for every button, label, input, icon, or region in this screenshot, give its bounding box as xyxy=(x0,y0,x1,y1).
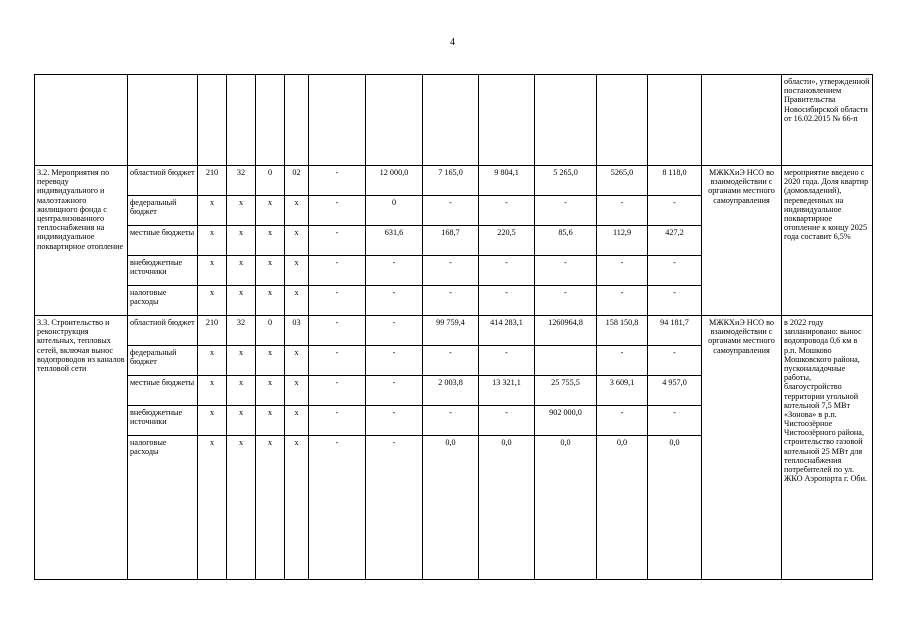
empty-cell xyxy=(198,75,227,166)
value-cell: - xyxy=(423,346,479,376)
code-cell: х xyxy=(285,256,309,286)
value-cell: - xyxy=(309,376,366,406)
code-cell: х xyxy=(227,406,256,436)
value-cell: - xyxy=(309,166,366,196)
value-cell: 220,5 xyxy=(479,226,535,256)
funding-source: областной бюджет xyxy=(128,166,198,196)
value-cell: - xyxy=(366,376,423,406)
value-cell: 8 118,0 xyxy=(648,166,702,196)
code-cell: 210 xyxy=(198,166,227,196)
value-cell: - xyxy=(366,436,423,580)
empty-cell xyxy=(479,75,535,166)
value-cell: - xyxy=(648,346,702,376)
value-cell: - xyxy=(597,256,648,286)
empty-cell xyxy=(35,75,128,166)
code-cell: х xyxy=(285,376,309,406)
value-cell: 99 759,4 xyxy=(423,316,479,346)
value-cell: 0,0 xyxy=(479,436,535,580)
empty-cell xyxy=(285,75,309,166)
table-row xyxy=(35,75,873,166)
value-cell: 902 000,0 xyxy=(535,406,597,436)
funding-source: федеральный бюджет xyxy=(128,346,198,376)
code-cell: х xyxy=(256,436,285,580)
empty-cell xyxy=(366,75,423,166)
code-cell: х xyxy=(256,226,285,256)
value-cell: - xyxy=(479,286,535,316)
value-cell: - xyxy=(423,196,479,226)
value-cell: - xyxy=(309,346,366,376)
code-cell: х xyxy=(256,196,285,226)
value-cell: 3 609,1 xyxy=(597,376,648,406)
value-cell: 0 xyxy=(366,196,423,226)
value-cell: - xyxy=(366,406,423,436)
measure-title: 3.3. Строительство и реконструкция котельных, тепловых сетей, включая вынос водопроводов из каналов тепловой сети xyxy=(35,316,128,580)
program-table xyxy=(34,74,873,580)
code-cell: х xyxy=(285,286,309,316)
code-cell: х xyxy=(227,196,256,226)
funding-source: налоговые расходы xyxy=(128,436,198,580)
value-cell: - xyxy=(309,196,366,226)
empty-cell xyxy=(227,75,256,166)
value-cell: - xyxy=(479,406,535,436)
value-cell: 0,0 xyxy=(535,436,597,580)
value-cell: - xyxy=(423,406,479,436)
code-cell: х xyxy=(285,196,309,226)
code-cell: х xyxy=(256,346,285,376)
code-cell: х xyxy=(227,346,256,376)
table-row xyxy=(35,316,873,346)
code-cell: х xyxy=(227,256,256,286)
table-row xyxy=(35,166,873,196)
code-cell: х xyxy=(285,436,309,580)
funding-source: налоговые расходы xyxy=(128,286,198,316)
value-cell: 427,2 xyxy=(648,226,702,256)
value-cell: - xyxy=(479,196,535,226)
value-cell: 9 804,1 xyxy=(479,166,535,196)
code-cell: х xyxy=(256,406,285,436)
value-cell: - xyxy=(479,256,535,286)
value-cell: - xyxy=(597,196,648,226)
empty-cell xyxy=(702,75,782,166)
code-cell: 03 xyxy=(285,316,309,346)
value-cell: - xyxy=(535,196,597,226)
value-cell: 158 150,8 xyxy=(597,316,648,346)
note-cell: мероприятие введено с 2020 года. Доля квартир (домовладений), переведенных на индивидуальное поквартирное отопление к концу 2025 года составит 6,5% xyxy=(782,166,873,316)
value-cell: - xyxy=(535,256,597,286)
value-cell: - xyxy=(648,406,702,436)
value-cell: 168,7 xyxy=(423,226,479,256)
note-cell: области», утвержденной постановлением Правительства Новосибирской области от 16.02.2015 № 66-п xyxy=(782,75,873,166)
code-cell: 32 xyxy=(227,316,256,346)
value-cell: - xyxy=(423,286,479,316)
value-cell: 1260964,8 xyxy=(535,316,597,346)
code-cell: 02 xyxy=(285,166,309,196)
value-cell: 0,0 xyxy=(648,436,702,580)
code-cell: х xyxy=(256,376,285,406)
empty-cell xyxy=(256,75,285,166)
value-cell: - xyxy=(597,406,648,436)
code-cell: 0 xyxy=(256,316,285,346)
code-cell: х xyxy=(198,226,227,256)
value-cell: 12 000,0 xyxy=(366,166,423,196)
value-cell: 13 321,1 xyxy=(479,376,535,406)
value-cell: - xyxy=(648,256,702,286)
code-cell: х xyxy=(198,436,227,580)
empty-cell xyxy=(309,75,366,166)
code-cell: х xyxy=(256,286,285,316)
empty-cell xyxy=(535,75,597,166)
value-cell: - xyxy=(597,346,648,376)
code-cell: х xyxy=(198,196,227,226)
funding-source: внебюджетные источники xyxy=(128,256,198,286)
code-cell: х xyxy=(285,406,309,436)
note-cell: в 2022 году запланировано: вынос водопровода 0,6 км в р.п. Мошково Мошковского района, пусконаладочные работы, благоустройство территории угольной котельной 7,5 МВт «Зонова» в р.п. Чистоозёрное Чистоозёрного района, строительство газовой котельной 25 МВт для теплоснабжения потребителей по ул. ЖКО Аэропорта г. Оби. xyxy=(782,316,873,580)
code-cell: х xyxy=(227,436,256,580)
value-cell: - xyxy=(309,406,366,436)
value-cell: 2 003,8 xyxy=(423,376,479,406)
value-cell: - xyxy=(309,286,366,316)
empty-cell xyxy=(648,75,702,166)
value-cell: - xyxy=(423,256,479,286)
value-cell xyxy=(535,346,597,376)
value-cell: - xyxy=(597,286,648,316)
value-cell: 5265,0 xyxy=(597,166,648,196)
value-cell: 4 957,0 xyxy=(648,376,702,406)
value-cell: - xyxy=(309,316,366,346)
page-number: 4 xyxy=(450,37,455,48)
code-cell: х xyxy=(227,286,256,316)
code-cell: х xyxy=(285,346,309,376)
executor-cell: МЖКХиЭ НСО во взаимодействии с органами местного самоуправления xyxy=(702,316,782,580)
value-cell: - xyxy=(366,286,423,316)
value-cell: 94 181,7 xyxy=(648,316,702,346)
value-cell: 7 165,0 xyxy=(423,166,479,196)
measure-title: 3.2. Мероприятия по переводу индивидуального и малоэтажного жилищного фонда с централизованного теплоснабжения на индивидуальное поквартирное отопление xyxy=(35,166,128,316)
value-cell: - xyxy=(309,256,366,286)
funding-source: федеральный бюджет xyxy=(128,196,198,226)
value-cell: 0,0 xyxy=(597,436,648,580)
funding-source: внебюджетные источники xyxy=(128,406,198,436)
value-cell: 25 755,5 xyxy=(535,376,597,406)
code-cell: х xyxy=(256,256,285,286)
empty-cell xyxy=(423,75,479,166)
value-cell: 5 265,0 xyxy=(535,166,597,196)
value-cell: - xyxy=(648,286,702,316)
code-cell: 210 xyxy=(198,316,227,346)
value-cell: 85,6 xyxy=(535,226,597,256)
funding-source: областной бюджет xyxy=(128,316,198,346)
code-cell: х xyxy=(198,376,227,406)
value-cell: - xyxy=(648,196,702,226)
value-cell: 631,6 xyxy=(366,226,423,256)
empty-cell xyxy=(128,75,198,166)
executor-cell: МЖКХиЭ НСО во взаимодействии с органами местного самоуправления xyxy=(702,166,782,316)
value-cell: 0,0 xyxy=(423,436,479,580)
value-cell: - xyxy=(535,286,597,316)
code-cell: х xyxy=(198,406,227,436)
value-cell: 414 283,1 xyxy=(479,316,535,346)
code-cell: х xyxy=(198,286,227,316)
code-cell: х xyxy=(198,256,227,286)
value-cell: - xyxy=(479,346,535,376)
empty-cell xyxy=(597,75,648,166)
funding-source: местные бюджеты xyxy=(128,376,198,406)
code-cell: 32 xyxy=(227,166,256,196)
code-cell: х xyxy=(198,346,227,376)
value-cell: - xyxy=(309,436,366,580)
funding-source: местные бюджеты xyxy=(128,226,198,256)
value-cell: - xyxy=(366,316,423,346)
value-cell: - xyxy=(309,226,366,256)
value-cell: - xyxy=(366,346,423,376)
code-cell: х xyxy=(227,376,256,406)
value-cell: - xyxy=(366,256,423,286)
value-cell: 112,9 xyxy=(597,226,648,256)
code-cell: 0 xyxy=(256,166,285,196)
code-cell: х xyxy=(285,226,309,256)
code-cell: х xyxy=(227,226,256,256)
